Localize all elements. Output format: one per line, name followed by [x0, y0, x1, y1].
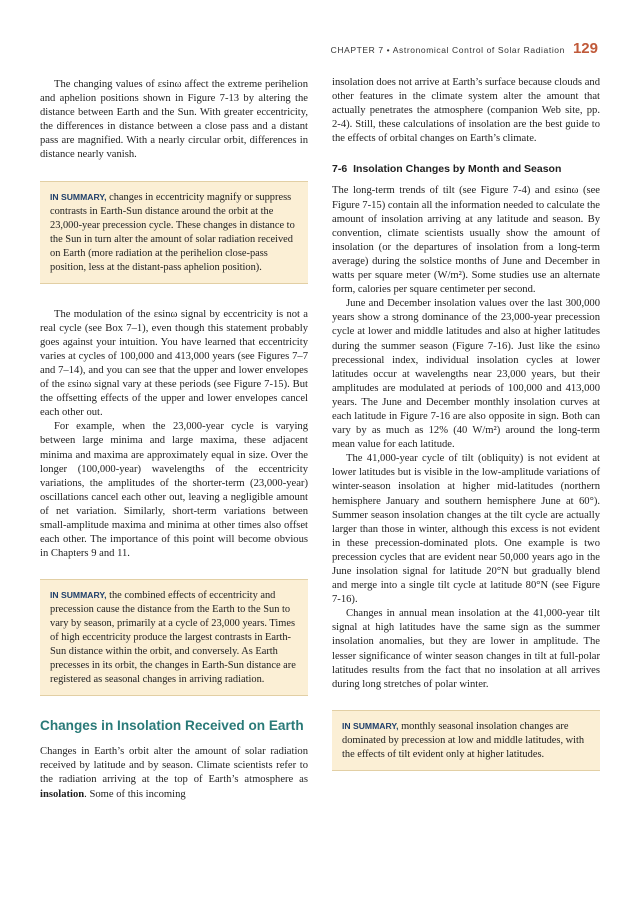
summary-box-seasonal — [332, 710, 600, 771]
paragraph-insolation-intro — [40, 745, 308, 801]
section-heading-7-6 — [332, 163, 600, 175]
paragraph-long-term-trends: The long-term trends of tilt (see Figure 7-4) and εsinω (see Figure 7-15) contain all the information needed to calculate the amount of insolation arriving at any latitude and season. By convention, climate scientists usually show the amount of insolation (or the departures of insolation from a long-term average) during the solstice months of June and December in watts per square meter (W/m²). Some studies use an alternate form, calories per square centimeter per second. — [332, 185, 600, 296]
text-after-term: . Some of this incoming — [84, 788, 186, 800]
paragraph-modulation: The modulation of the εsinω signal by eccentricity is not a real cycle (see Box 7–1), even though this statement probably goes against your intuition. You have learned that eccentricity varies at cycles of 100,000 and 413,000 years (see Figures 7–7 and 7–14), and you can see that the upper and lower envelopes of the εsinω signal vary at these periods (see Figure 7-15). But the offsetting effects of the upper and lower envelopes cancel each other out. — [40, 308, 308, 419]
summary-box-combined-effects — [40, 579, 308, 696]
summary-text: monthly seasonal insolation changes are dominated by precession at low and middle latitudes, with the effects of tilt evident only at higher latitudes. — [342, 720, 585, 760]
section-heading-insolation: Changes in Insolation Received on Earth — [40, 718, 304, 734]
paragraph-example: For example, when the 23,000-year cycle is varying between large minima and large maxima, these adjacent minima and maxima are approximately equal in size. Over the longer (100,000-year) wavelengths of the eccentricity variations, the amplitudes of the shorter-term (23,000-year) oscillations cancel each other out, leaving a negligible amount of net variation. Similarly, short-term variations between small-amplitude maxima and minima at other times also offset each other. The importance of this point will become obvious in Chapters 9 and 11. — [40, 421, 308, 560]
section-number: 7-6 — [332, 163, 348, 176]
summary-text: changes in eccentricity magnify or suppress contrasts in Earth-Sun distance around the orbit at the 23,000-year precession cycle. These changes in distance to the Sun in turn alter the amount of solar radiation received on Earth (more radiation at the perihelion close-pass position, less at the distant-pass aphelion position). — [50, 191, 295, 273]
paragraph-june-december: June and December insolation values over the last 300,000 years show a strong dominance of the 23,000-year precession cycle at lower and middle latitudes and also at higher latitudes during the summer season (Figure 7-16). Just like the εsinω precessional index, individual insolation cycles at lower latitudes occur at wavelengths near 23,000 years, but their amplitudes are modulated at periods of 100,000 and 413,000 years. The June and December monthly insolation curves at each latitude in Figure 7-16 are also opposite in sign. Both can vary by as much as 12% (40 W/m²) around the long-term mean value for each latitude. — [332, 298, 600, 451]
left-column — [40, 78, 308, 802]
paragraph-insolation-continued: insolation does not arrive at Earth’s surface because clouds and other features in the climate system alter the amount that actually penetrates the atmosphere (companion Web site, pp. 2-4). Still, these calculations of insolation are the best guide to the effects of orbital changes on Earth’s climate. — [332, 77, 600, 145]
summary-text: the combined effects of eccentricity and precession cause the distance from the Earth to the Sun to vary by season, primarily at a cycle of 23,000 years. Times of high eccentricity produce the largest contrasts in Earth-Sun distance within the orbit, and conversely. As Earth precesses in its orbit, the changes in Earth-Sun distance are registered as seasonal changes in arriving radiation. — [50, 590, 296, 686]
section-title: Insolation Changes by Month and Season — [353, 163, 562, 176]
running-header — [331, 40, 598, 57]
right-column — [332, 76, 600, 771]
summary-box-eccentricity — [40, 181, 308, 284]
text-before-term: Changes in Earth’s orbit alter the amount of solar radiation received by latitude and by season. Climate scientists refer to the radiation arriving at the top of Earth’s atmosphere as — [40, 746, 308, 786]
key-term-insolation: insolation — [40, 788, 85, 800]
summary-lead: IN SUMMARY, — [342, 720, 399, 731]
paragraph-tilt-cycle: The 41,000-year cycle of tilt (obliquity) is not evident at lower latitudes but is visible in the low-amplitude variations of winter-season insolation at higher mid-latitudes (northern hemisphere January and southern hemisphere June at 60°). Summer season insolation changes at the tilt cycle are actually larger than those in winter, although this excess is not evident in these precession-dominated plots. One example is two precession cycles that are evident near 50,000 years ago in the June insolation signal for latitude 20°N but gradually blend and merge into a single tilt cycle at latitude 80°N (see Figure 7-16). — [332, 453, 600, 606]
chapter-title: CHAPTER 7 • Astronomical Control of Solar Radiation — [330, 45, 565, 55]
paragraph-eccentricity-intro: The changing values of εsinω affect the extreme perihelion and aphelion positions shown in Figure 7-13 by altering the distance between Earth and the Sun. With greater eccentricity, the differences in distance between a close pass and a distant pass are magnified. With a nearly circular orbit, differences in distance nearly vanish. — [40, 79, 308, 161]
page-number: 129 — [572, 40, 598, 57]
paragraph-annual-mean: Changes in annual mean insolation at the 41,000-year tilt signal at high latitudes have the same sign as the summer insolation anomalies, but they are lower in amplitude. The lesser significance of winter season changes in tilt at full-polar latitudes results from the fact that no insolation at all arrives during long stretches of polar winter. — [332, 608, 600, 690]
summary-lead: IN SUMMARY, — [50, 191, 107, 202]
summary-lead: IN SUMMARY, — [50, 590, 107, 601]
